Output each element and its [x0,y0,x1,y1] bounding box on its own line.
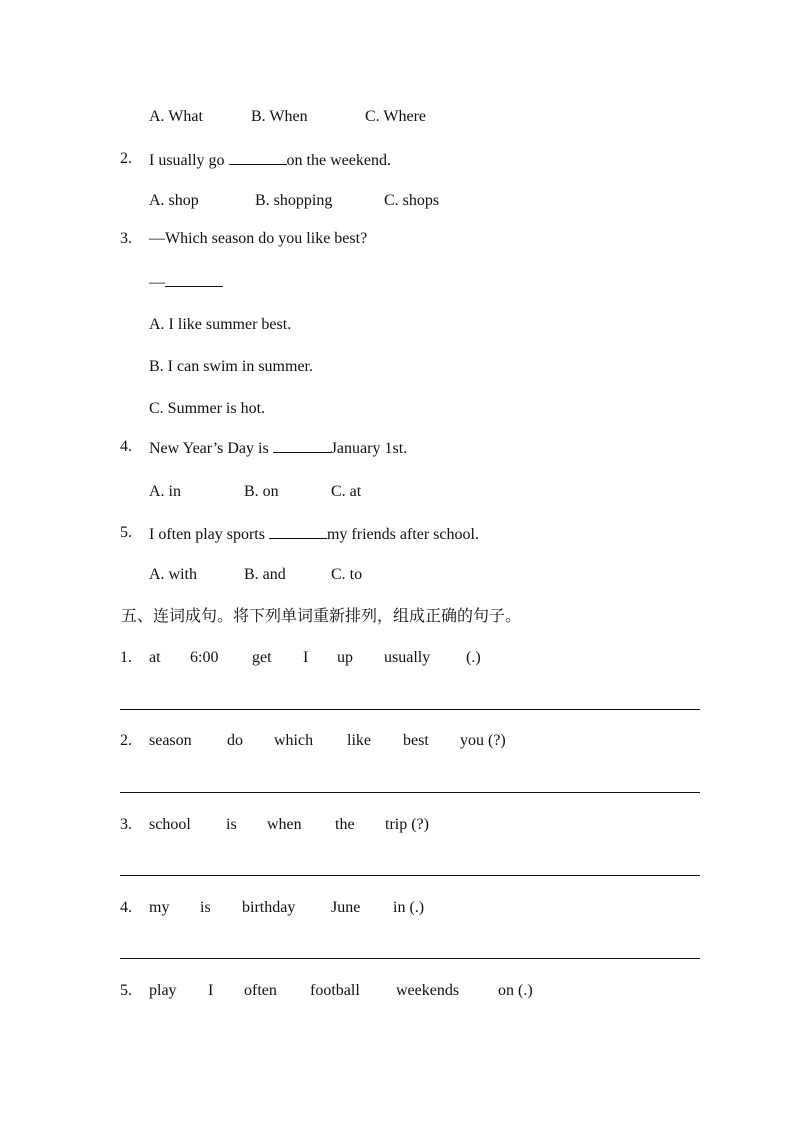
q3-blank[interactable] [165,272,223,287]
s5-item1-word: I [303,649,309,666]
q5-option-a: A. with [149,566,197,583]
s5-item5-word: weekends [396,982,460,999]
q3-option-b: B. I can swim in summer. [149,358,313,375]
s5-item4-number: 4. [120,899,132,916]
q4-text-before: New Year’s Day is [149,440,269,457]
q4-question [149,438,407,458]
s5-item5-word: I [208,982,214,999]
s5-item5-word: play [149,982,177,999]
s5-item3-word: school [149,816,191,833]
q4-option-b: B. on [244,483,279,500]
s5-item1-word: usually [384,649,431,666]
s5-item4-word: my [149,899,170,916]
q5-text-after: my friends after school. [326,526,479,543]
s5-item5-word: on (.) [498,982,533,999]
q1-option-b: B. When [251,108,308,125]
s5-item5-word: often [244,982,277,999]
s5-item1-number: 1. [120,649,132,666]
s5-item1-word: 6:00 [190,649,219,666]
q2-number: 2. [120,150,132,167]
q4-blank[interactable] [273,438,331,453]
q4-option-c: C. at [331,483,362,500]
s5-item2-word: season [149,732,192,749]
s5-item1-word: get [252,649,272,666]
q4-option-a: A. in [149,483,181,500]
s5-item4-word: June [331,899,361,916]
q3-option-c: C. Summer is hot. [149,400,266,417]
q5-option-c: C. to [331,566,363,583]
q5-option-b: B. and [244,566,286,583]
q3-question: —Which season do you like best? [149,230,368,247]
s5-item5-number: 5. [120,982,132,999]
s5-item2-word: do [227,732,243,749]
s5-item1-word: at [149,649,161,666]
s5-item1-word: (.) [466,649,481,666]
q3-dash: — [149,274,165,291]
s5-item1-answer-line[interactable] [120,709,700,710]
s5-item3-answer-line[interactable] [120,875,700,876]
q2-text-after: on the weekend. [286,152,391,169]
s5-item4-word: birthday [242,899,296,916]
q2-option-b: B. shopping [255,192,333,209]
s5-item2-word: like [347,732,371,749]
q2-question [149,150,391,170]
s5-item4-answer-line[interactable] [120,958,700,959]
s5-item4-word: in (.) [393,899,425,916]
s5-item2-word: which [274,732,314,749]
q5-blank[interactable] [269,524,327,539]
s5-item2-number: 2. [120,732,132,749]
q3-option-a: A. I like summer best. [149,316,292,333]
s5-item2-word: best [403,732,429,749]
q5-text-before: I often play sports [149,526,265,543]
section-title: 五、连词成句。将下列单词重新排列，组成正确的句子。 [121,606,522,625]
s5-item3-number: 3. [120,816,132,833]
s5-item5-word: football [310,982,360,999]
s5-item2-answer-line[interactable] [120,792,700,793]
q4-number: 4. [120,438,132,455]
q2-option-a: A. shop [149,192,199,209]
q1-option-a: A. What [149,108,203,125]
s5-item3-word: trip (?) [385,816,429,833]
q3-number: 3. [120,230,132,247]
q1-option-c: C. Where [365,108,427,125]
q2-option-c: C. shops [384,192,440,209]
s5-item2-word: you (?) [460,732,506,749]
q5-question [149,524,479,544]
s5-item4-word: is [200,899,211,916]
q4-text-after: January 1st. [330,440,408,457]
s5-item1-word: up [337,649,353,666]
q3-answer-line [149,272,223,292]
s5-item3-word: the [335,816,355,833]
q2-text-before: I usually go [149,152,225,169]
s5-item3-word: when [267,816,302,833]
q2-blank[interactable] [229,150,287,165]
s5-item3-word: is [226,816,237,833]
q5-number: 5. [120,524,132,541]
